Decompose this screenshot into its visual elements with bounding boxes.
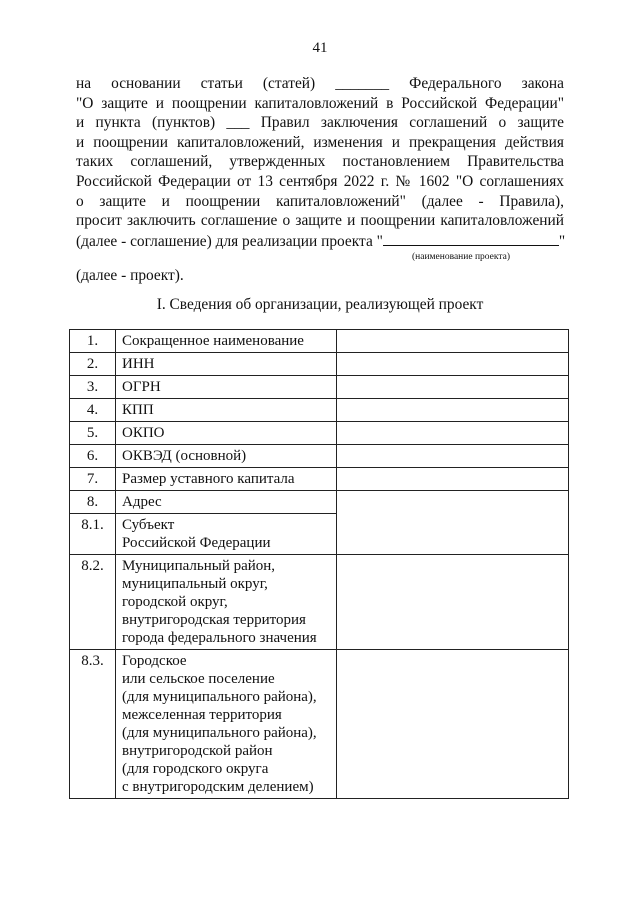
row-number: 8.1. — [70, 514, 116, 555]
table-row — [70, 555, 569, 650]
row-label: Городское или сельское поселение (для муниципального района), межселенная территория (для муниципального района), внутригородской район (для городского округа с внутригородским делением) — [116, 650, 337, 799]
row-label: Муниципальный район, муниципальный округ, городской округ, внутригородская территория города федерального значения — [116, 555, 337, 650]
row-value-cell — [337, 491, 569, 555]
row-value-cell — [337, 555, 569, 650]
row-label: ОКВЭД (основной) — [116, 445, 337, 468]
last-line-suffix: " — [558, 232, 566, 250]
table-row — [70, 491, 569, 514]
row-label: ИНН — [116, 353, 337, 376]
row-value-cell — [337, 376, 569, 399]
organization-info-table — [69, 329, 569, 799]
row-number: 8. — [70, 491, 116, 514]
paragraph-line: таких соглашений, утвержденных постановлением Правительства — [76, 153, 564, 171]
paragraph-last-line — [76, 231, 564, 251]
row-number: 6. — [70, 445, 116, 468]
table-row — [70, 422, 569, 445]
row-number: 3. — [70, 376, 116, 399]
section-title: I. Сведения об организации, реализующей проект — [156, 296, 484, 313]
after-text: (далее - проект). — [76, 267, 184, 284]
paragraph-line: и поощрении капиталовложений, изменения и прекращения действия — [76, 133, 564, 151]
project-name-caption: (наименование проекта) — [412, 252, 511, 262]
paragraph-line: и пункта (пунктов) ___ Правил заключения соглашений о защите — [76, 114, 564, 132]
row-number: 8.3. — [70, 650, 116, 799]
paragraph-line: "О защите и поощрении капиталовложений в Российской Федерации" — [76, 94, 564, 112]
table-row — [70, 399, 569, 422]
row-label: КПП — [116, 399, 337, 422]
paragraph-line: на основании статьи (статей) _______ Федерального закона — [76, 75, 564, 92]
row-value-cell — [337, 650, 569, 799]
row-number: 7. — [70, 468, 116, 491]
row-value-cell — [337, 330, 569, 353]
row-value-cell — [337, 468, 569, 491]
row-value-cell — [337, 399, 569, 422]
row-value-cell — [337, 422, 569, 445]
table-row — [70, 376, 569, 399]
row-number: 8.2. — [70, 555, 116, 650]
row-number: 4. — [70, 399, 116, 422]
row-value-cell — [337, 353, 569, 376]
body-paragraph — [76, 74, 564, 250]
row-number: 5. — [70, 422, 116, 445]
paragraph-line: просит заключить соглашение о защите и поощрении капиталовложений — [76, 212, 564, 230]
row-label: Адрес — [116, 491, 337, 514]
row-number: 2. — [70, 353, 116, 376]
row-number: 1. — [70, 330, 116, 353]
last-line-prefix: (далее - соглашение) для реализации проекта " — [76, 232, 383, 250]
row-label: ОГРН — [116, 376, 337, 399]
row-value-cell — [337, 445, 569, 468]
row-label: Сокращенное наименование — [116, 330, 337, 353]
table-row — [70, 353, 569, 376]
table-row — [70, 468, 569, 491]
paragraph-line: о защите и поощрении капиталовложений" (далее - Правила), — [76, 192, 564, 210]
table-row — [70, 330, 569, 353]
paragraph-line: Российской Федерации от 13 сентября 2022 г. № 1602 "О соглашениях — [76, 172, 564, 190]
table-row — [70, 650, 569, 799]
row-label: ОКПО — [116, 422, 337, 445]
row-label: Субъект Российской Федерации — [116, 514, 337, 555]
table-row — [70, 445, 569, 468]
row-label: Размер уставного капитала — [116, 468, 337, 491]
page-number: 41 — [312, 40, 328, 56]
project-name-blank — [383, 231, 559, 246]
